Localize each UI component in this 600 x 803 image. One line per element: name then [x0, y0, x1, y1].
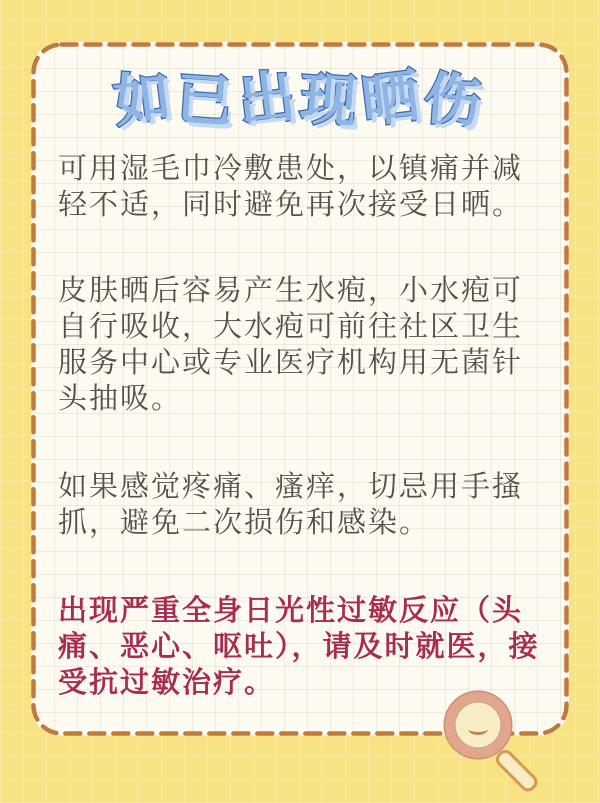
content-card	[31, 42, 569, 736]
magnifier-lens	[445, 692, 511, 758]
magnifier-smile-mark	[468, 723, 488, 735]
title-char: 如	[110, 63, 180, 135]
title-char: 出	[234, 63, 304, 135]
page-title	[58, 64, 542, 135]
title-char: 晒	[358, 63, 428, 135]
paragraph-seek-medical-warning: 出现严重全身日光性过敏反应（头痛、恶心、呕吐），请及时就医，接受抗过敏治疗。	[58, 595, 540, 699]
magnifier-handle	[493, 747, 541, 795]
paragraph-blister-care: 皮肤晒后容易产生水疱，小水疱可自行吸收，大水疱可前往社区卫生服务中心或专业医疗机构用无菌针头抽吸。	[58, 275, 524, 415]
paragraph-cold-compress: 可用湿毛巾冷敷患处，以镇痛并减轻不适，同时避免再次接受日晒。	[58, 153, 524, 221]
paragraph-no-scratch: 如果感觉疼痛、瘙痒，切忌用手搔抓，避免二次损伤和感染。	[58, 471, 524, 539]
magnifier-icon	[445, 692, 557, 798]
title-char: 伤	[421, 66, 489, 136]
title-char: 已	[173, 66, 241, 136]
card-content	[31, 64, 569, 701]
title-char: 现	[297, 66, 365, 136]
